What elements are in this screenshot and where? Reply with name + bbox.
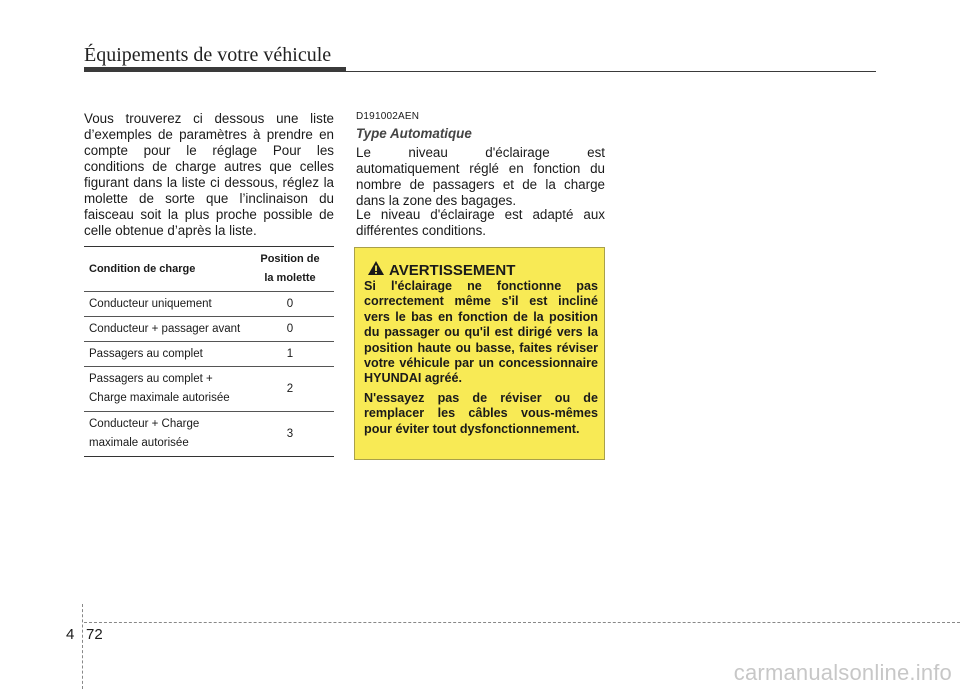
table-header-row bbox=[84, 247, 334, 292]
condition-cell: Conducteur + passager avant bbox=[84, 317, 243, 342]
warning-paragraph-1: Si l'éclairage ne fonctionne pas correctement même s'il est incliné vers le bas en fonction de la position du passager ou qu'il est dirigé vers la position haute ou basse, faites réviser votre véhicule par un concessionnaire HYUNDAI agréé. bbox=[364, 279, 598, 386]
footer-rule bbox=[84, 622, 960, 623]
load-condition-table bbox=[84, 246, 334, 457]
condition-line1: Passagers au complet + bbox=[89, 373, 213, 385]
condition-cell: Conducteur uniquement bbox=[84, 292, 243, 317]
warning-header bbox=[367, 260, 515, 281]
condition-cell: Passagers au complet bbox=[84, 342, 243, 367]
position-cell: 1 bbox=[243, 342, 334, 367]
condition-cell bbox=[84, 367, 243, 412]
position-cell: 0 bbox=[243, 292, 334, 317]
section-code: D191002AEN bbox=[356, 111, 420, 122]
warning-title: AVERTISSEMENT bbox=[389, 262, 516, 279]
header-rule bbox=[84, 71, 876, 72]
table-row bbox=[84, 367, 334, 412]
condition-line2: maximale autorisée bbox=[89, 437, 189, 449]
auto-paragraph-2: Le niveau d'éclairage est adapté aux différentes conditions. bbox=[356, 207, 605, 238]
condition-cell bbox=[84, 412, 243, 457]
page-header-title: Équipements de votre véhicule bbox=[84, 44, 332, 66]
intro-paragraph: Vous trouverez ci dessous une liste d’exemples de paramètres à prendre en compte pour le réglage Pour les conditions de charge autres que celles figurant dans la liste ci dessous, réglez la molette de sorte que l’inclinaison du faisceau soit la plus proche possible de celle obtenue d’après la liste. bbox=[84, 111, 334, 238]
position-cell: 3 bbox=[286, 428, 294, 440]
table-row bbox=[84, 292, 334, 317]
condition-line2: Charge maximale autorisée bbox=[89, 392, 230, 404]
table-row bbox=[84, 317, 334, 342]
warning-text bbox=[364, 279, 598, 441]
position-cell: 2 bbox=[243, 367, 334, 412]
column-header-position-line1: Position de bbox=[260, 253, 320, 265]
column-header-position bbox=[243, 247, 334, 292]
chapter-number: 4 bbox=[66, 626, 75, 643]
table-row bbox=[84, 342, 334, 367]
watermark: carmanualsonline.info bbox=[733, 660, 952, 685]
section-heading: Type Automatique bbox=[356, 126, 472, 141]
footer-divider bbox=[82, 604, 83, 689]
table-row bbox=[84, 412, 334, 457]
warning-triangle-icon bbox=[367, 260, 385, 281]
page-number: 72 bbox=[86, 626, 103, 643]
column-header-condition: Condition de charge bbox=[84, 247, 243, 292]
warning-box bbox=[354, 247, 605, 460]
column-header-position-line2: la molette bbox=[264, 272, 316, 284]
warning-paragraph-2: N'essayez pas de réviser ou de remplacer les câbles vous-mêmes pour éviter tout dysfonctionnement. bbox=[364, 390, 598, 436]
condition-line1: Conducteur + Charge bbox=[89, 418, 200, 430]
auto-paragraph-1: Le niveau d'éclairage est automatiquement réglé en fonction du nombre de passagers et de la charge dans la zone des bagages. bbox=[356, 145, 605, 208]
position-cell: 0 bbox=[243, 317, 334, 342]
